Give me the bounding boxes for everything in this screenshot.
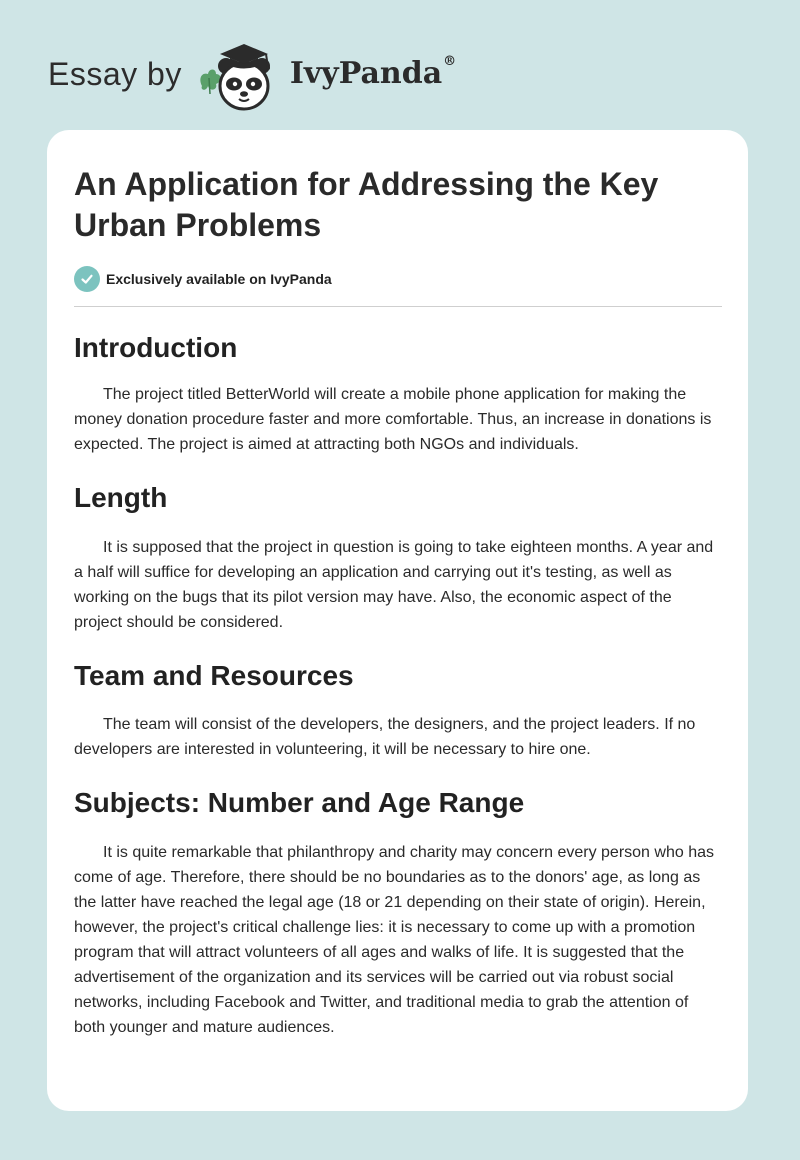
section-heading-length: Length bbox=[74, 482, 168, 513]
registered-mark: ® bbox=[443, 54, 457, 69]
essay-card bbox=[47, 130, 748, 1111]
panda-graduate-logo-icon bbox=[196, 34, 286, 114]
page-title: An Application for Addressing the Key Urban Problems bbox=[74, 166, 659, 243]
section-heading-subjects: Subjects: Number and Age Range bbox=[74, 787, 525, 818]
exclusive-label: Exclusively available on IvyPanda bbox=[106, 271, 332, 287]
section-heading-introduction: Introduction bbox=[74, 332, 238, 363]
section-body-team-resources: The team will consist of the developers, the designers, and the project leaders. If no developers are interested in volunteering, it will be necessary to hire one. bbox=[74, 716, 696, 758]
site-brand[interactable] bbox=[48, 34, 456, 114]
exclusive-badge bbox=[74, 266, 722, 307]
check-circle-icon bbox=[74, 266, 100, 292]
brand-prefix: Essay by bbox=[48, 56, 182, 92]
section-body-introduction: The project titled BetterWorld will create a mobile phone application for making the money donation procedure faster and more comfortable. Thus, an increase in donations is expected. The project is aimed at attracting both NGOs and individuals. bbox=[74, 386, 712, 453]
section-body-subjects: It is quite remarkable that philanthropy and charity may concern every person who has come of age. Therefore, there should be no boundaries as to the donors' age, as long as the latter have reached the legal age (18 or 21 depending on their state of origin). Herein, however, the project's critical challenge lies: it is necessary to come up with a promotion program that will attract volunteers of all ages and walks of life. It is suggested that the advertisement of the organization and its services will be carried out via robust social networks, including Facebook and Twitter, and traditional media to grab the attention of both younger and mature audiences. bbox=[74, 844, 714, 1036]
section-body-length: It is supposed that the project in question is going to take eighteen months. A year and a half will suffice for developing an application and carrying out it's testing, as well as working on the bugs that its pilot version may have. Also, the economic aspect of the project should be considered. bbox=[74, 539, 714, 631]
checkmark-icon bbox=[80, 272, 94, 286]
brand-name bbox=[289, 54, 457, 91]
section-heading-team-resources: Team and Resources bbox=[74, 660, 354, 691]
brand-name-text: IvyPanda bbox=[289, 56, 443, 91]
